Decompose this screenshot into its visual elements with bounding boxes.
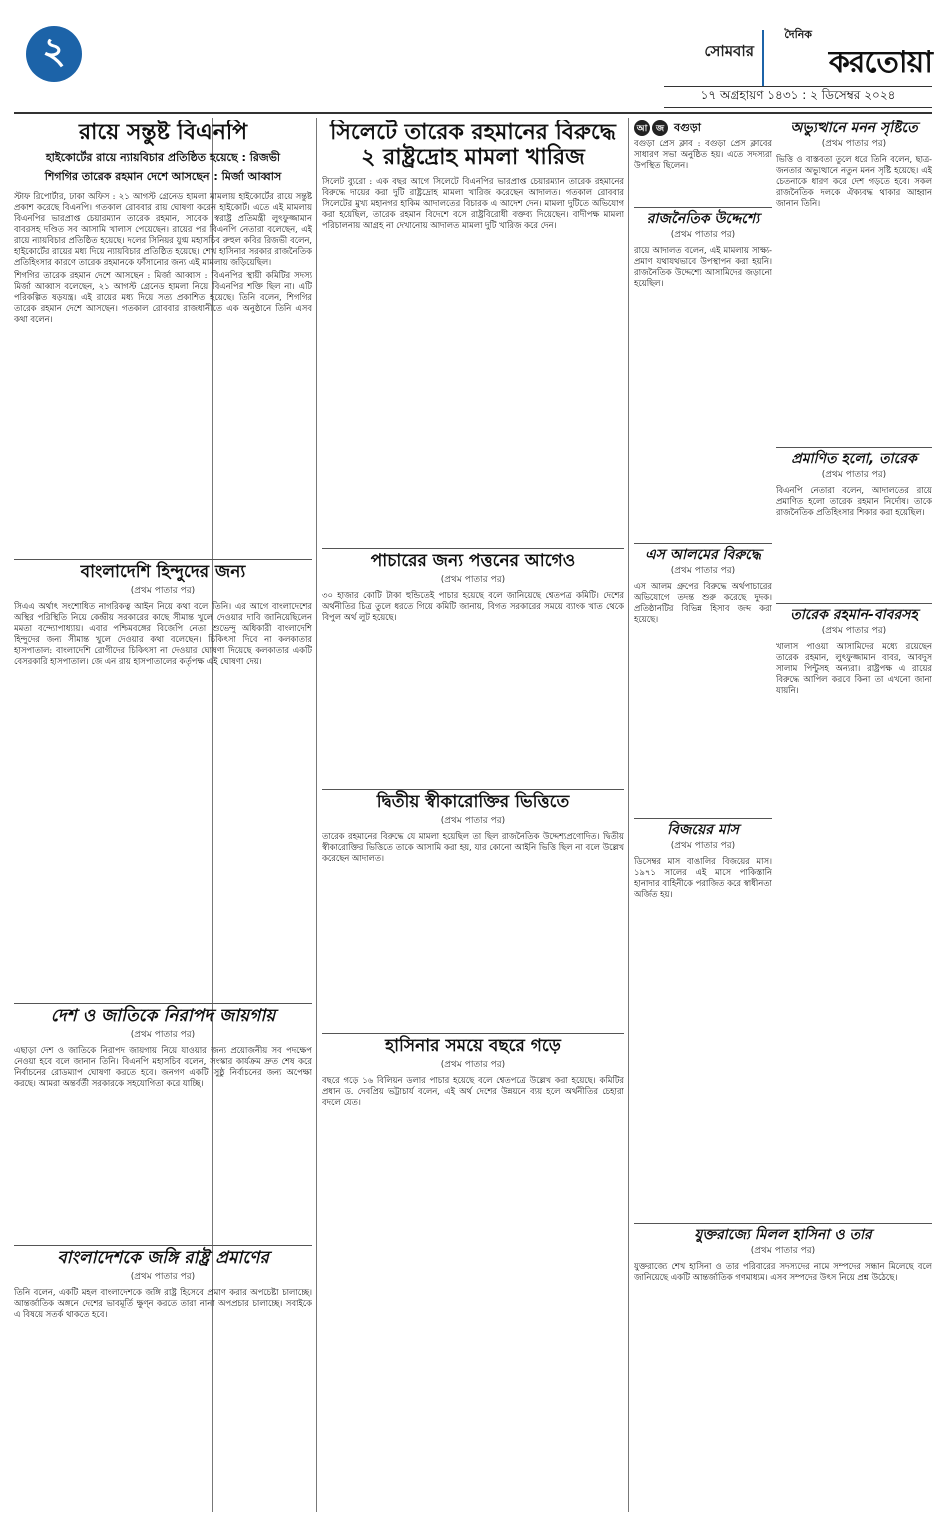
divider bbox=[776, 447, 932, 448]
jump-line: (প্রথম পাতার পর) bbox=[130, 585, 196, 596]
jump-line: (প্রথম পাতার পর) bbox=[670, 841, 736, 852]
article-body: শিগগির তারেক রহমান দেশে আসছেন : মির্জা আব্বাস : বিএনপির স্থায়ী কমিটির সদস্য মির্জা আব্বাস বলেছেন, ২১ আগস্ট গ্রেনেড হামলা নিয়ে বিএনপির শক্তি ছিল না। এটি পরিকল্পিত ষড়যন্ত্র। এই রায়ের মধ্য দিয়ে সত্য প্রকাশিত হয়েছে। তিনি বলেন, শিগগির তারেক রহমান দেশে আসছেন। গতকাল রোববার রাজধানীতে এক অনুষ্ঠানে তিনি এসব কথা বলেন। bbox=[14, 270, 312, 325]
headline: এস আলমের বিরুদ্ধে bbox=[645, 547, 761, 563]
middle-story-4 bbox=[322, 1030, 624, 1512]
ticker-label: বগুড়া bbox=[674, 120, 701, 134]
divider bbox=[634, 1223, 932, 1224]
article-body: সিলেট ব্যুরো : এক বছর আগে সিলেটে বিএনপির ভারপ্রাপ্ত চেয়ারম্যান তারেক রহমানের বিরুদ্ধে দায়ের করা দুটি রাষ্ট্রদ্রোহ মামলা খারিজ করেছেন আদালত। গতকাল রোববার সিলেটের মুখ্য মহানগর হাকিম আদালতের বিচারক এ আদেশ দেন। মামলা দুটিতে অভিযোগ করা হয়েছিল, তারেক রহমান বিদেশে বসে রাষ্ট্রবিরোধী বক্তব্য দিয়েছেন। বাদীপক্ষ মামলা পরিচালনায় আগ্রহ না দেখানোয় আদালত মামলা দুটি খারিজ করে দেন। bbox=[322, 175, 624, 230]
column-rule bbox=[316, 118, 317, 1512]
left-story-1 bbox=[14, 120, 312, 550]
jump-line: (প্রথম পাতার পর) bbox=[440, 574, 506, 585]
middle-story-2 bbox=[322, 545, 624, 780]
headline: রাজনৈতিক উদ্দেশ্যে bbox=[646, 211, 760, 227]
subheadline: হাইকোর্টের রায়ে ন্যায়বিচার প্রতিষ্ঠিত হয়েছে : রিজভী bbox=[45, 151, 281, 165]
divider bbox=[14, 1245, 312, 1246]
jump-line: (প্রথম পাতার পর) bbox=[821, 470, 887, 481]
divider bbox=[14, 559, 312, 560]
ticker-mark: আ bbox=[634, 120, 650, 136]
headline: রায়ে সন্তুষ্ট বিএনপি bbox=[78, 120, 248, 145]
article-body: স্টাফ রিপোর্টার, ঢাকা অফিস : ২১ আগস্ট গ্রেনেড হামলা মামলায় হাইকোর্টের রায়ে সন্তুষ্ট প্রকাশ করেছে বিএনপি। গতকাল রোববার রায় ঘোষণা করেন হাইকোর্ট। এতে এই মামলায় বিএনপির ভারপ্রাপ্ত চেয়ারম্যান তারেক রহমান, সাবেক স্বরাষ্ট্র প্রতিমন্ত্রী লুৎফুজ্জামান বাবরসহ দণ্ডিত সব আসামি খালাস পেয়েছেন। রায়ের পর বিএনপি নেতারা বলেছেন, এই রায়ে ন্যায়বিচার প্রতিষ্ঠিত হয়েছে। দলের সিনিয়র যুগ্ম মহাসচিব রুহুল কবির রিজভী বলেন, হাইকোর্টের রায়ের মধ্য দিয়ে ন্যায়বিচার প্রতিষ্ঠিত হয়েছে। শেখ হাসিনার সরকার রাজনৈতিক প্রতিহিংসার কারণে তারেক রহমানকে ফাঁসানোর জন্য এই মামলায় জড়িয়েছিল। bbox=[14, 191, 312, 268]
article-body: সিএএ অর্থাৎ সংশোধিত নাগরিকত্ব আইন নিয়ে কথা বলে তিনি। এর আগে বাংলাদেশের অস্থির পরিস্থিতি নিয়ে কেন্দ্রীয় সরকারের কাছে সীমান্ত খুলে দেওয়ার দাবি জানিয়েছিলেন মমতা বন্দ্যোপাধ্যায়। এবার পশ্চিমবঙ্গের বিজেপি নেতা শুভেন্দু অধিকারী বাংলাদেশি হিন্দুদের জন্য সীমান্ত খুলে দেওয়ার কথা বলেছেন। চিকিৎসা দিবে না কলকাতার হাসপাতাল: বাংলাদেশি রোগীদের চিকিৎসা না দেওয়ার ঘোষণা দিয়েছে কলকাতার একটি বেসরকারি হাসপাতাল। জে এন রায় হাসপাতালের কর্তৃপক্ষ এই ঘোষণা দেয়। bbox=[14, 600, 312, 666]
right-story-5 bbox=[776, 444, 932, 594]
jump-line: (প্রথম পাতার পর) bbox=[130, 1029, 196, 1040]
article-body: এছাড়া দেশ ও জাতিকে নিরাপদ জায়গায় নিয়ে যাওয়ার জন্য প্রয়োজনীয় সব পদক্ষেপ নেওয়া হবে বলে জানান তিনি। বিএনপি মহাসচিব বলেন, সংস্কার কার্যক্রম দ্রুত শেষ করে নির্বাচনের রোডম্যাপ ঘোষণা করতে হবে। জনগণ একটি সুষ্ঠু নির্বাচনের জন্য অপেক্ষা করছে। আমরা অন্তর্বর্তী সরকারকে সহযোগিতা করে যাচ্ছি। bbox=[14, 1044, 312, 1088]
ticker-mark: জ bbox=[652, 120, 668, 136]
article-body: ডিসেম্বর মাস বাঙালির বিজয়ের মাস। ১৯৭১ সালের এই মাসে পাকিস্তানি হানাদার বাহিনীকে পরাজিত করে স্বাধীনতা অর্জিত হয়। bbox=[634, 856, 772, 900]
right-story-4 bbox=[634, 815, 772, 1215]
headline: বিজয়ের মাস bbox=[667, 822, 739, 838]
article-body: বগুড়া প্রেস ক্লাব : বগুড়া প্রেস ক্লাবের সাধারণ সভা অনুষ্ঠিত হয়। এতে সদস্যরা উপস্থিত ছিলেন। bbox=[634, 138, 772, 170]
article-body: রায়ে আদালত বলেন, এই মামলায় সাক্ষ্য-প্রমাণ যথাযথভাবে উপস্থাপন করা হয়নি। রাজনৈতিক উদ্দেশ্যে আসামিদের জড়ানো হয়েছিল। bbox=[634, 245, 772, 289]
column-rule bbox=[628, 118, 629, 1512]
jump-line: (প্রথম পাতার পর) bbox=[440, 1059, 506, 1070]
right-story-6 bbox=[776, 600, 932, 1210]
article-body: এস আলম গ্রুপের বিরুদ্ধে অর্থপাচারের অভিযোগে তদন্ত শুরু করেছে দুদক। প্রতিষ্ঠানটির বিভিন্ন হিসাব জব্দ করা হয়েছে। bbox=[634, 581, 772, 625]
logo-small: দৈনিক bbox=[784, 28, 812, 41]
divider bbox=[322, 548, 624, 549]
masthead-divider bbox=[762, 30, 764, 86]
masthead-rule bbox=[14, 112, 932, 114]
headline: পাচারের জন্য পত্তনের আগেও bbox=[370, 551, 576, 571]
jump-line: (প্রথম পাতার পর) bbox=[670, 566, 736, 577]
divider bbox=[776, 603, 932, 604]
article-body: খালাস পাওয়া আসামিদের মধ্যে রয়েছেন তারেক রহমান, লুৎফুজ্জামান বাবর, আবদুস সালাম পিন্টুসহ অন্যরা। রাষ্ট্রপক্ষ এ রায়ের বিরুদ্ধে আপিল করবে কিনা তা এখনো জানা যায়নি। bbox=[776, 641, 932, 696]
left-story-3 bbox=[14, 1000, 312, 1238]
headline: বাংলাদেশি হিন্দুদের জন্য bbox=[80, 562, 246, 582]
left-story-2 bbox=[14, 556, 312, 996]
jump-line: (প্রথম পাতার পর) bbox=[821, 139, 887, 150]
left-story-4 bbox=[14, 1242, 312, 1512]
page-number-badge: ২ bbox=[26, 26, 82, 82]
headline: দ্বিতীয় স্বীকারোক্তির ভিত্তিতে bbox=[376, 792, 570, 812]
jump-line: (প্রথম পাতার পর) bbox=[821, 626, 887, 637]
divider bbox=[634, 818, 772, 819]
headline: তারেক রহমান-বাবরসহ bbox=[790, 607, 918, 623]
divider bbox=[634, 207, 772, 208]
masthead bbox=[14, 8, 932, 112]
jump-line: (প্রথম পাতার পর) bbox=[130, 1271, 196, 1282]
middle-story-1 bbox=[322, 120, 624, 540]
jump-line: (প্রথম পাতার পর) bbox=[750, 1246, 816, 1257]
article-body: তারেক রহমানের বিরুদ্ধে যে মামলা হয়েছিল তা ছিল রাজনৈতিক উদ্দেশ্যপ্রণোদিত। দ্বিতীয় স্বীকারোক্তির ভিত্তিতে তাকে আসামি করা হয়, যার কোনো আইনি ভিত্তি ছিল না বলে উল্লেখ করেছেন আদালত। bbox=[322, 830, 624, 863]
right-brief bbox=[634, 138, 772, 198]
dateline: ১৭ অগ্রহায়ণ ১৪৩১ : ২ ডিসেম্বর ২০২৪ bbox=[664, 86, 932, 108]
headline: বাংলাদেশকে জঙ্গি রাষ্ট্র প্রমাণের bbox=[57, 1248, 269, 1268]
ticker bbox=[634, 120, 774, 136]
divider bbox=[322, 1033, 624, 1034]
article-body: বছরে গড়ে ১৬ বিলিয়ন ডলার পাচার হয়েছে বলে শ্বেতপত্রে উল্লেখ করা হয়েছে। কমিটির প্রধান ড. দেবপ্রিয় ভট্টাচার্য বলেন, এই অর্থ দেশের উন্নয়নে ব্যয় হলে অর্থনীতির চেহারা বদলে যেত। bbox=[322, 1074, 624, 1107]
weekday: সোমবার bbox=[704, 42, 754, 60]
article-body: ৩০ হাজার কোটি টাকা হুন্ডিতেই পাচার হয়েছে বলে জানিয়েছে শ্বেতপত্র কমিটি। দেশের অর্থনীতির চিত্র তুলে ধরতে গিয়ে কমিটি জানায়, বিগত সরকারের সময়ে ব্যাংক খাত থেকে বিপুল অর্থ লুট হয়েছে। bbox=[322, 589, 624, 622]
divider bbox=[322, 789, 624, 790]
newspaper-logo: করতোয়া bbox=[828, 45, 932, 80]
middle-story-3 bbox=[322, 786, 624, 1026]
headline: যুক্তরাজ্যে মিলল হাসিনা ও তার bbox=[694, 1227, 872, 1243]
article-body: ভিত্তি ও বাস্তবতা তুলে ধরে তিনি বলেন, ছাত্র-জনতার অভ্যুত্থানে নতুন মনন সৃষ্টি হয়েছে। এই চেতনাকে ধারণ করে দেশ গড়তে হবে। সকল রাজনৈতিক দলকে ঐক্যবদ্ধ থাকার আহ্বান জানান তিনি। bbox=[776, 154, 932, 209]
jump-line: (প্রথম পাতার পর) bbox=[670, 230, 736, 241]
headline: হাসিনার সময়ে বছরে গড়ে bbox=[385, 1036, 561, 1056]
right-story-2 bbox=[634, 204, 772, 534]
right-story-1 bbox=[776, 120, 932, 440]
headline: সিলেটে তারেক রহমানের বিরুদ্ধে ২ রাষ্ট্রদ্রোহ মামলা খারিজ bbox=[330, 120, 616, 171]
headline: অভ্যুত্থানে মনন সৃষ্টিতে bbox=[790, 120, 918, 136]
subheadline: শিগগির তারেক রহমান দেশে আসছেন : মির্জা আব্বাস bbox=[44, 170, 282, 184]
jump-line: (প্রথম পাতার পর) bbox=[440, 815, 506, 826]
divider bbox=[634, 543, 772, 544]
article-body: যুক্তরাজ্যে শেখ হাসিনা ও তার পরিবারের সদস্যদের নামে সম্পদের সন্ধান মিলেছে বলে জানিয়েছে একটি আন্তর্জাতিক গণমাধ্যম। এসব সম্পদের উৎস নিয়ে প্রশ্ন উঠেছে। bbox=[634, 1261, 932, 1283]
article-body: বিএনপি নেতারা বলেন, আদালতের রায়ে প্রমাণিত হলো তারেক রহমান নির্দোষ। তাকে রাজনৈতিক প্রতিহিংসার শিকার করা হয়েছিল। bbox=[776, 485, 932, 518]
divider bbox=[14, 1003, 312, 1004]
right-story-7 bbox=[634, 1220, 932, 1512]
headline: দেশ ও জাতিকে নিরাপদ জায়গায় bbox=[50, 1006, 276, 1026]
masthead-right bbox=[682, 8, 932, 108]
right-story-3 bbox=[634, 540, 772, 810]
article-body: তিনি বলেন, একটি মহল বাংলাদেশকে জঙ্গি রাষ্ট্র হিসেবে প্রমাণ করার অপচেষ্টা চালাচ্ছে। আন্তর্জাতিক অঙ্গনে দেশের ভাবমূর্তি ক্ষুণ্ন করতে তারা নানা অপপ্রচার চালাচ্ছে। সবাইকে এ বিষয়ে সতর্ক থাকতে হবে। bbox=[14, 1286, 312, 1319]
headline: প্রমাণিত হলো, তারেক bbox=[791, 451, 917, 467]
